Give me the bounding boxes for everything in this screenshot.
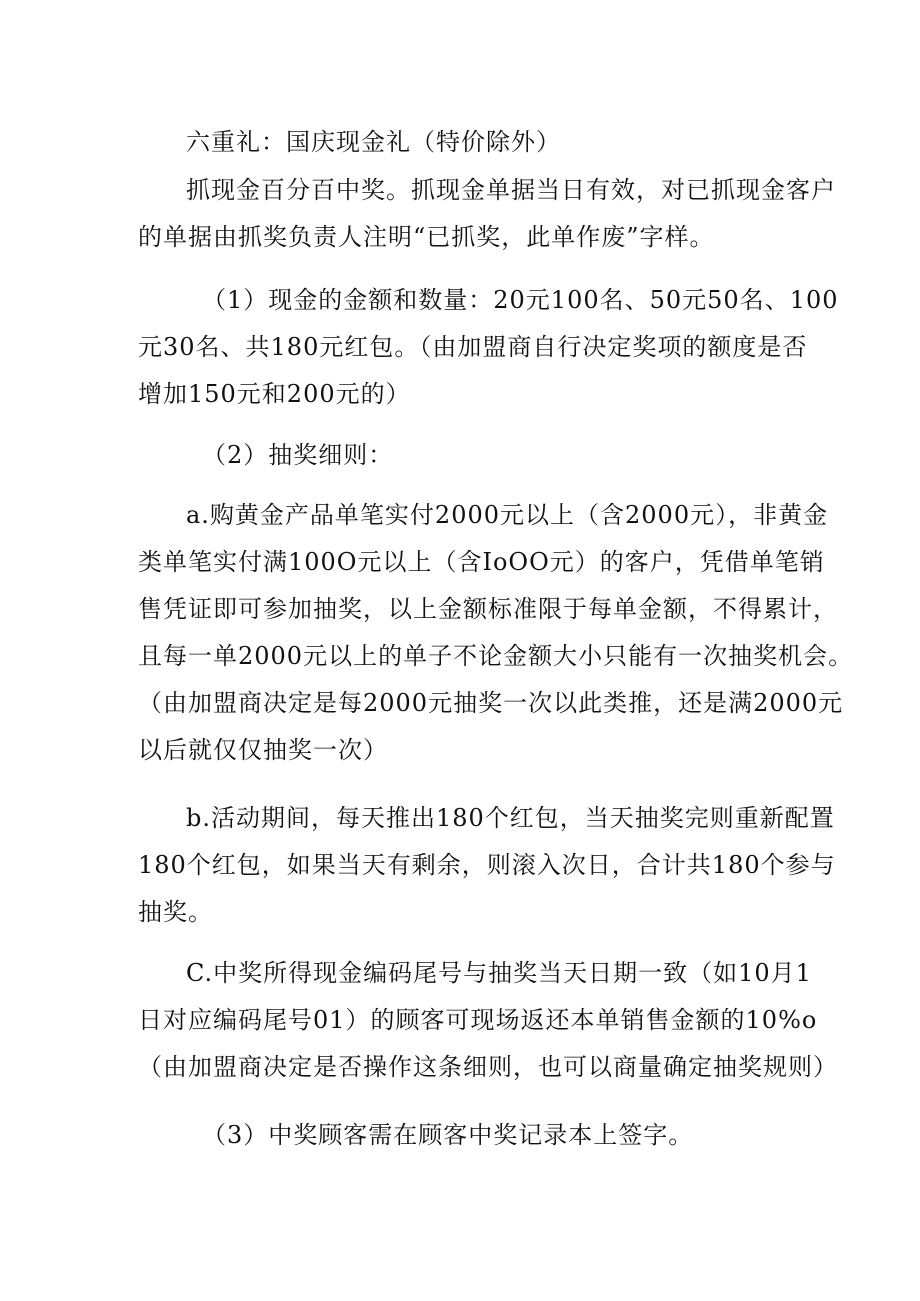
text-line: 类单笔实付满100O元以上（含IoOO元）的客户，凭借单笔销: [138, 548, 825, 576]
text-line: b.活动期间，每天推出180个红包，当天抽奖完则重新配置: [186, 804, 835, 832]
text-line: （3）中奖顾客需在顾客中奖记录本上签字。: [202, 1121, 694, 1149]
item-3-paragraph: [138, 1112, 786, 1159]
text-line: 售凭证即可参加抽奖，以上金额标准限于每单金额，不得累计，: [138, 595, 838, 623]
text-line: 增加150元和200元的）: [138, 380, 411, 408]
text-line: 元30名、共180元红包。（由加盟商自行决定奖项的额度是否: [138, 333, 808, 361]
text-line: （由加盟商决定是否操作这条细则，也可以商量确定抽奖规则）: [138, 1053, 838, 1081]
rule-a-paragraph: [138, 492, 854, 774]
text-line: 抽奖。: [138, 898, 213, 926]
text-line: 抓现金百分百中奖。抓现金单据当日有效，对已抓现金客户: [186, 176, 836, 204]
item-1-paragraph: [138, 277, 839, 418]
item-2-title: [138, 432, 786, 479]
text-line: 且每一单2000元以上的单子不论金额大小只能有一次抽奖机会。: [138, 642, 854, 670]
text-line: （由加盟商决定是每2000元抽奖一次以此类推，还是满2000元: [138, 689, 844, 717]
text-line: C.中奖所得现金编码尾号与抽奖当天日期一致（如10月1: [186, 959, 812, 987]
heading-text: 六重礼：国庆现金礼（特价除外）: [186, 128, 561, 156]
text-line: （2）抽奖细则：: [202, 441, 394, 469]
text-line: 的单据由抓奖负责人注明“已抓奖，此单作废”字样。: [138, 223, 715, 251]
text-line: （1）现金的金额和数量：20元100名、50元50名、100: [202, 286, 839, 314]
text-line: 以后就仅仅抽奖一次）: [138, 736, 388, 764]
rule-b-paragraph: [138, 795, 836, 936]
intro-paragraph: [138, 167, 836, 261]
rule-c-paragraph: [138, 950, 838, 1091]
text-line: 日对应编码尾号01）的顾客可现场返还本单销售金额的10%o: [138, 1006, 818, 1034]
text-line: 180个红包，如果当天有剩余，则滚入次日，合计共180个参与: [138, 851, 836, 879]
text-line: a.购黄金产品单笔实付2000元以上（含2000元），非黄金: [186, 501, 829, 529]
section-heading: [138, 119, 786, 166]
